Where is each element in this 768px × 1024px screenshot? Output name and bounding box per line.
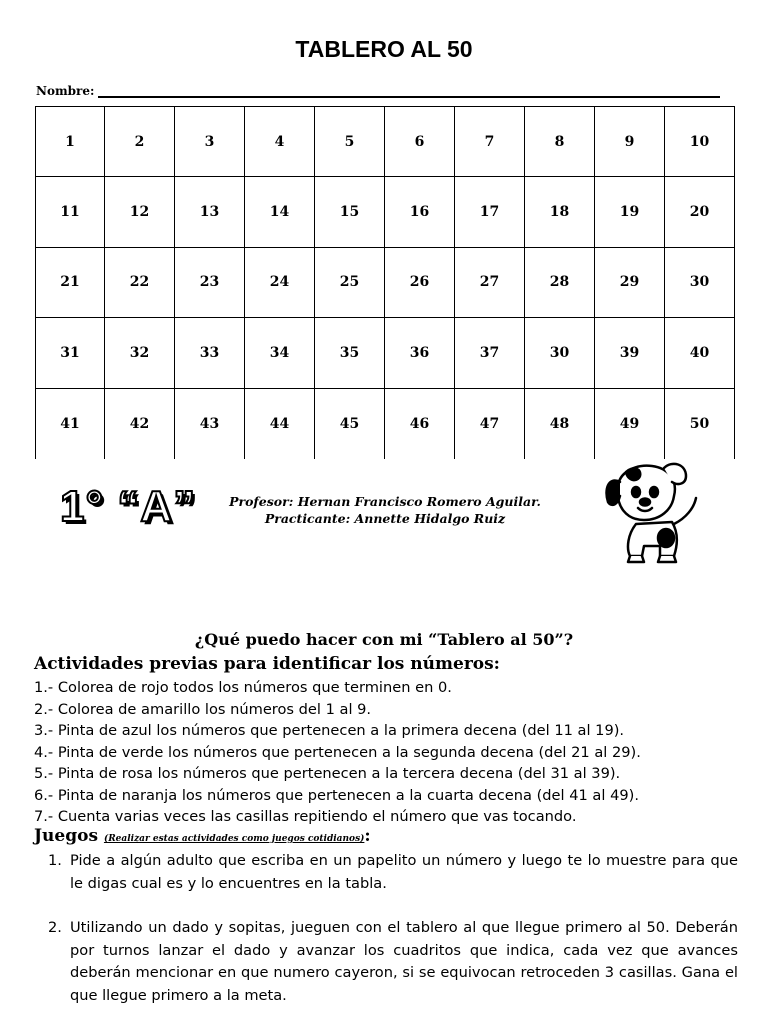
board-cell: 18 — [525, 177, 595, 247]
board-cell: 25 — [315, 248, 385, 318]
board-cell: 9 — [595, 107, 665, 177]
board-cell: 1 — [35, 107, 105, 177]
board-cell: 44 — [245, 389, 315, 459]
name-line — [98, 96, 720, 98]
board-cell: 16 — [385, 177, 455, 247]
activity-item: 2.- Colorea de amarillo los números del 1 al 9. — [34, 700, 372, 718]
activity-item: 1.- Colorea de rojo todos los números que terminen en 0. — [34, 679, 452, 696]
games-heading — [34, 826, 371, 846]
board-cell: 48 — [525, 389, 595, 459]
activities-heading: Actividades previas para identificar los números: — [34, 654, 500, 674]
board-cell: 7 — [455, 107, 525, 177]
page-title: TABLERO AL 50 — [295, 36, 473, 62]
board-cell: 37 — [455, 318, 525, 388]
board-cell: 15 — [315, 177, 385, 247]
games-title: Juegos — [34, 826, 99, 846]
board-cell: 27 — [455, 248, 525, 318]
board-cell: 40 — [665, 318, 735, 388]
number-board — [35, 106, 735, 459]
board-cell: 5 — [315, 107, 385, 177]
board-cell: 21 — [35, 248, 105, 318]
game-item — [48, 917, 738, 1007]
game-text: Utilizando un dado y sopitas, jueguen con el tablero al que llegue primero al 50. Deberán por turnos lanzar el dado y avanzar los cuadritos que indica, cada vez que avances deberán mencionar en que numero cayeron, si se equivocan retroceden 3 casillas. Gana el que llegue primero a la meta. — [70, 919, 738, 1004]
game-number: 1. — [48, 852, 62, 869]
board-cell: 30 — [525, 318, 595, 388]
board-cell: 24 — [245, 248, 315, 318]
board-cell: 29 — [595, 248, 665, 318]
puppy-icon — [598, 458, 708, 566]
activity-item: 6.- Pinta de naranja los números que pertenecen a la cuarta decena (del 41 al 49). — [34, 786, 639, 804]
activity-item: 4.- Pinta de verde los números que pertenecen a la segunda decena (del 21 al 29). — [34, 743, 641, 761]
games-note: (Realizar estas actividades como juegos cotidianos) — [103, 834, 365, 844]
board-cell: 32 — [105, 318, 175, 388]
board-cell: 10 — [665, 107, 735, 177]
board-cell: 20 — [665, 177, 735, 247]
game-item — [48, 850, 738, 895]
question-heading: ¿Qué puedo hacer con mi “Tablero al 50”? — [194, 630, 574, 649]
board-cell: 28 — [525, 248, 595, 318]
board-cell: 31 — [35, 318, 105, 388]
board-cell: 14 — [245, 177, 315, 247]
board-cell: 35 — [315, 318, 385, 388]
name-label: Nombre: — [36, 84, 95, 98]
board-cell: 36 — [385, 318, 455, 388]
game-number: 2. — [48, 919, 62, 936]
board-cell: 33 — [175, 318, 245, 388]
board-cell: 50 — [665, 389, 735, 459]
board-cell: 11 — [35, 177, 105, 247]
board-cell: 6 — [385, 107, 455, 177]
board-cell: 43 — [175, 389, 245, 459]
board-cell: 45 — [315, 389, 385, 459]
activity-item: 3.- Pinta de azul los números que pertenecen a la primera decena (del 11 al 19). — [34, 722, 625, 739]
games-colon: : — [364, 826, 371, 846]
board-cell: 8 — [525, 107, 595, 177]
board-cell: 47 — [455, 389, 525, 459]
activity-item: 5.- Pinta de rosa los números que pertenecen a la tercera decena (del 31 al 39). — [34, 765, 621, 782]
activity-item: 7.- Cuenta varias veces las casillas repitiendo el número que vas tocando. — [34, 808, 577, 825]
board-cell: 2 — [105, 107, 175, 177]
board-cell: 34 — [245, 318, 315, 388]
board-cell: 39 — [595, 318, 665, 388]
staff-info — [200, 493, 570, 527]
game-text: Pide a algún adulto que escriba en un papelito un número y luego te lo muestre para que le digas cual es y lo encuentres en la tabla. — [70, 852, 738, 892]
board-cell: 3 — [175, 107, 245, 177]
board-cell: 23 — [175, 248, 245, 318]
grade-group: 1° “A” — [60, 482, 197, 531]
games-list — [48, 850, 738, 1007]
board-cell: 12 — [105, 177, 175, 247]
board-cell: 41 — [35, 389, 105, 459]
board-cell: 4 — [245, 107, 315, 177]
teacher-name: Profesor: Hernan Francisco Romero Aguilar. — [229, 494, 541, 509]
activities-list — [34, 677, 744, 828]
board-cell: 13 — [175, 177, 245, 247]
practitioner-name: Practicante: Annette Hidalgo Ruiz — [264, 511, 506, 526]
board-cell: 22 — [105, 248, 175, 318]
board-cell: 42 — [105, 389, 175, 459]
name-field-row — [36, 82, 720, 100]
board-cell: 19 — [595, 177, 665, 247]
board-cell: 17 — [455, 177, 525, 247]
board-cell: 49 — [595, 389, 665, 459]
board-cell: 26 — [385, 248, 455, 318]
board-cell: 30 — [665, 248, 735, 318]
board-cell: 46 — [385, 389, 455, 459]
